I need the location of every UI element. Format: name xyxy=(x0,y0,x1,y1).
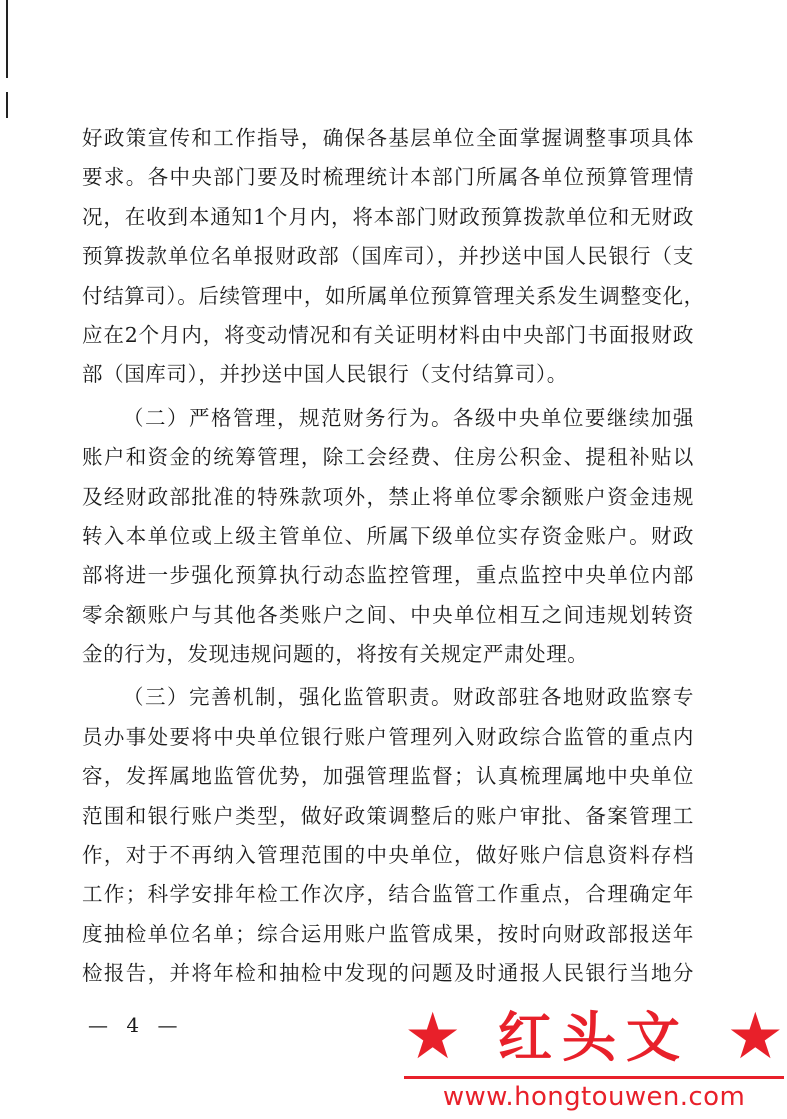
star-icon: ★ xyxy=(726,1000,784,1074)
text-line: 好政策宣传和工作指导，确保各基层单位全面掌握调整事项具体 xyxy=(82,126,694,150)
watermark-url: www.hongtouwen.com xyxy=(442,1082,746,1112)
paragraph xyxy=(82,678,694,993)
text-line: 及经财政部批准的特殊款项外，禁止将单位零余额账户资金违规 xyxy=(82,484,694,509)
text-line: 要求。各中央部门要及时梳理统计本部门所属各单位预算管理情 xyxy=(82,165,694,190)
text-line: 付结算司）。后续管理中，如所属单位预算管理关系发生调整变化， xyxy=(82,283,705,308)
paragraph xyxy=(82,399,694,675)
paragraph xyxy=(82,119,705,395)
document-body xyxy=(82,119,705,994)
text-line: （二）严格管理，规范财务行为。各级中央单位要继续加强 xyxy=(123,405,694,430)
watermark-rule xyxy=(404,1076,784,1079)
watermark-row xyxy=(404,1002,784,1072)
text-line: 度抽检单位名单；综合运用账户监管成果，按时向财政部报送年 xyxy=(82,921,694,946)
star-icon: ★ xyxy=(404,1000,462,1074)
text-line: 预算拨款单位名单报财政部（国库司），并抄送中国人民银行（支 xyxy=(82,244,694,269)
text-line: 容，发挥属地监管优势，加强管理监督；认真梳理属地中央单位 xyxy=(82,764,694,789)
text-line: 作，对于不再纳入管理范围的中央单位，做好账户信息资料存档 xyxy=(82,843,694,868)
text-line: 部（国库司），并抄送中国人民银行（支付结算司）。 xyxy=(82,362,568,387)
text-line: 范围和银行账户类型，做好政策调整后的账户审批、备案管理工 xyxy=(82,803,694,828)
text-line: 员办事处要将中央单位银行账户管理列入财政综合监管的重点内 xyxy=(82,724,694,749)
page-number: — 4 — xyxy=(88,1013,184,1037)
scan-edge-mark xyxy=(6,0,8,78)
text-line: 应在2个月内，将变动情况和有关证明材料由中央部门书面报财政 xyxy=(82,322,694,347)
text-line: 工作；科学安排年检工作次序，结合监管工作重点，合理确定年 xyxy=(82,882,694,907)
text-line: 零余额账户与其他各类账户之间、中央单位相互之间违规划转资 xyxy=(82,602,694,627)
text-line: 况，在收到本通知1个月内，将本部门财政预算拨款单位和无财政 xyxy=(82,204,694,229)
text-line: 金的行为，发现违规问题的，将按有关规定严肃处理。 xyxy=(82,642,589,667)
text-line: 账户和资金的统筹管理，除工会经费、住房公积金、提租补贴以 xyxy=(82,445,694,470)
text-line: （三）完善机制，强化监管职责。财政部驻各地财政监察专 xyxy=(123,685,694,710)
text-line: 部将进一步强化预算执行动态监控管理，重点监控中央单位内部 xyxy=(82,563,694,588)
scan-edge-mark xyxy=(6,92,8,118)
text-line: 检报告，并将年检和抽检中发现的问题及时通报人民银行当地分 xyxy=(82,961,694,986)
text-line: 转入本单位或上级主管单位、所属下级单位实存资金账户。财政 xyxy=(82,523,694,548)
watermark-logo xyxy=(404,1002,784,1114)
watermark-title: 红头文 xyxy=(498,1005,690,1069)
